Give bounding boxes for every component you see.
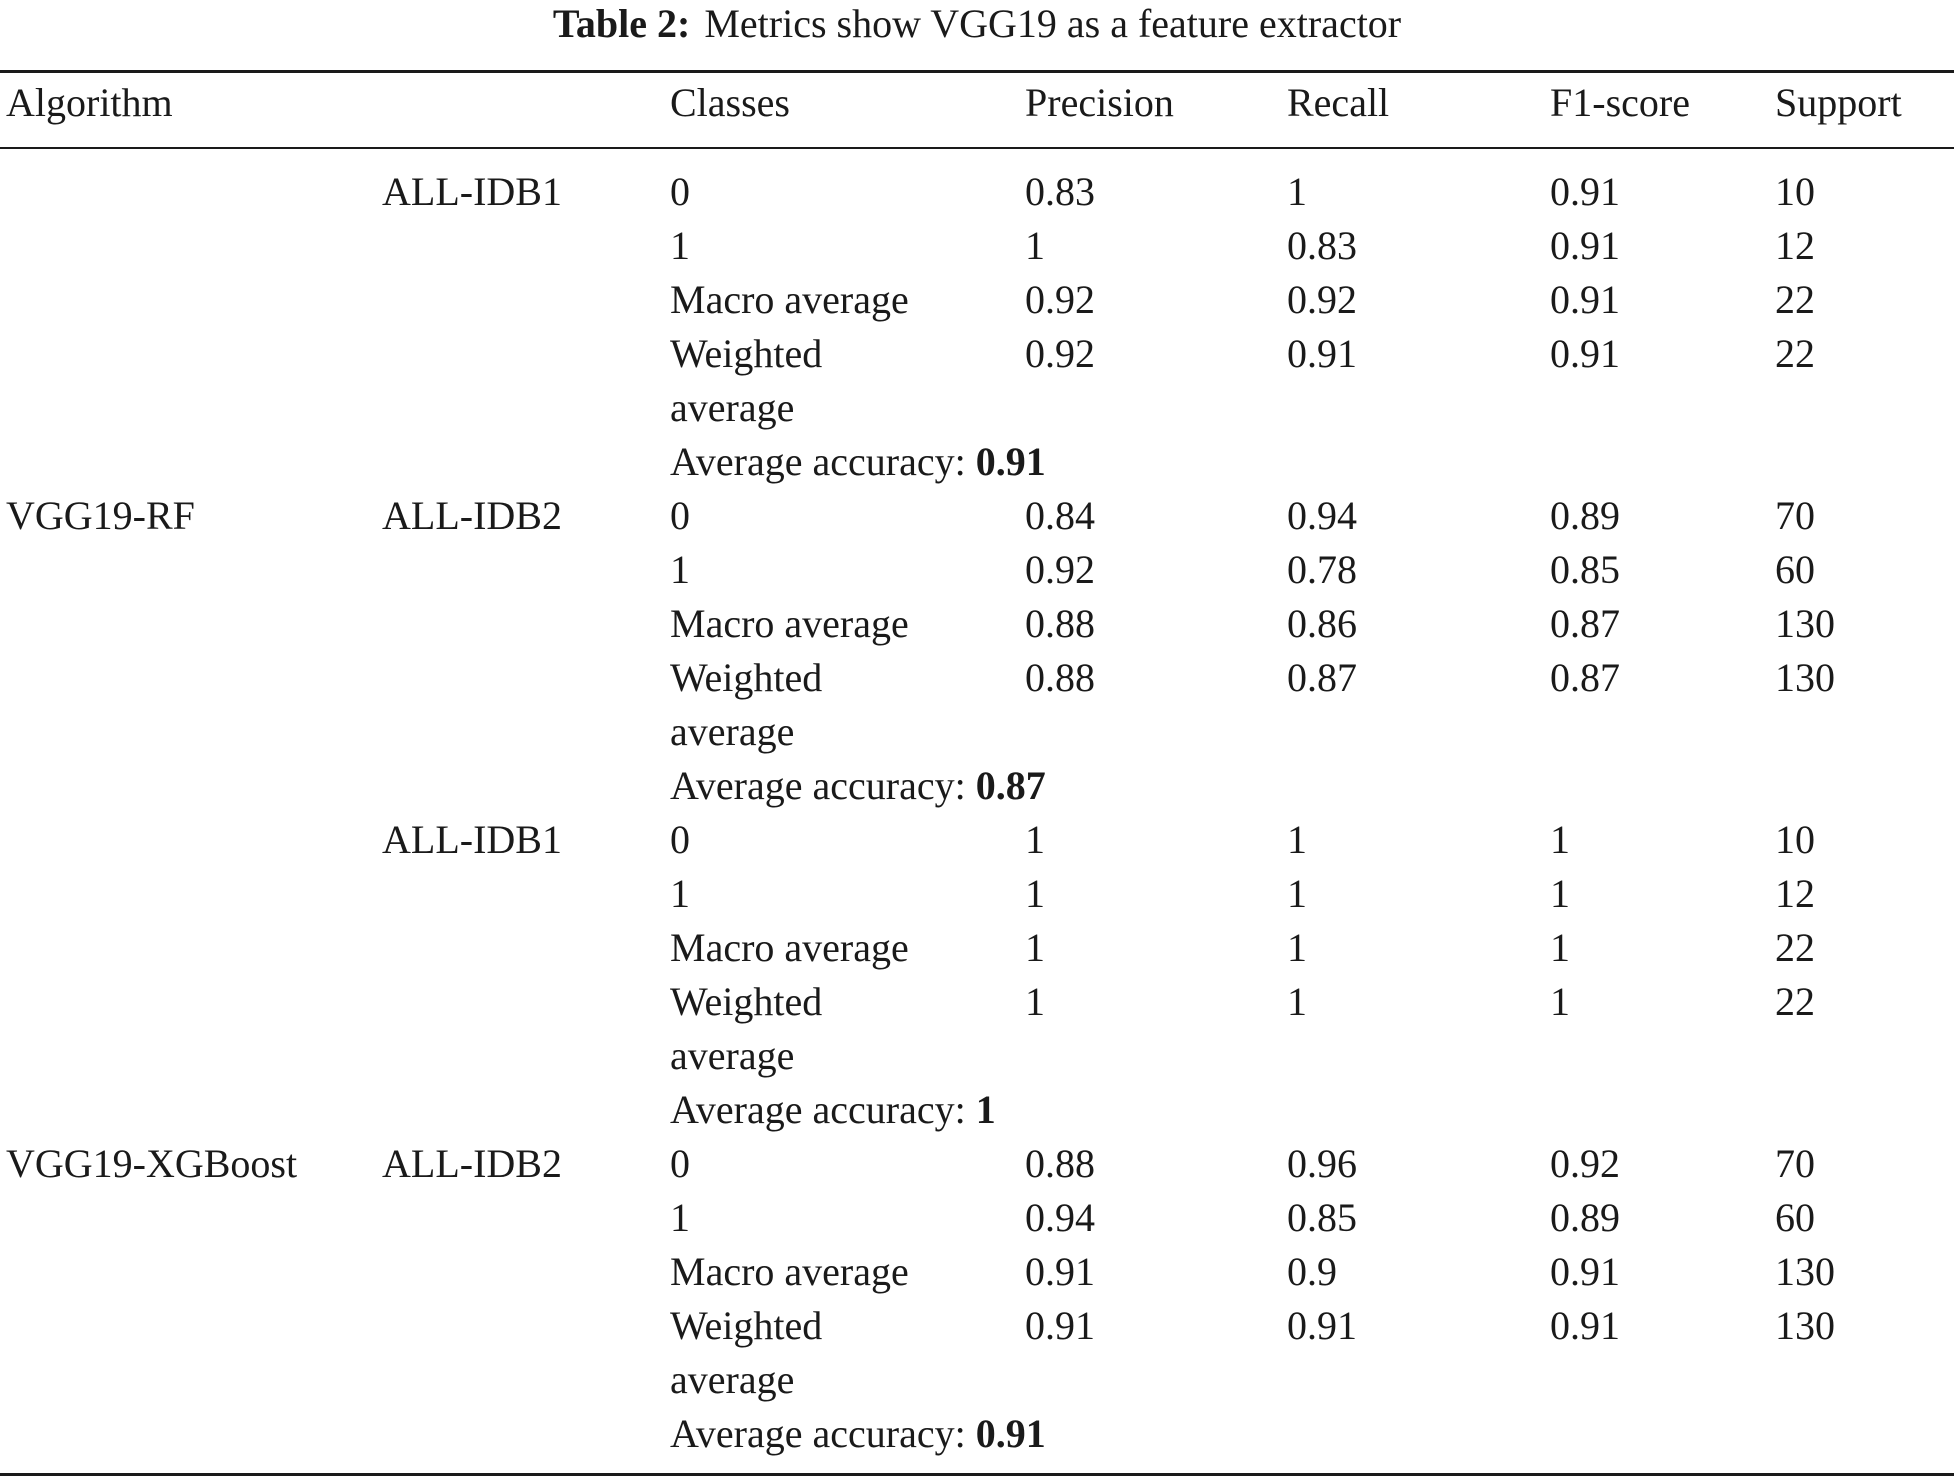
cell-support: 130	[1775, 1249, 1835, 1294]
cell-recall: 0.91	[1287, 1303, 1357, 1348]
cell-f1-score: 1	[1550, 979, 1570, 1024]
cell-f1-score: 0.89	[1550, 1195, 1620, 1240]
cell-f1-score: 0.87	[1550, 655, 1620, 700]
top-rule	[0, 70, 1954, 73]
dataset-label: ALL-IDB2	[382, 493, 562, 538]
cell-recall: 0.96	[1287, 1141, 1357, 1186]
average-accuracy-value: 0.91	[975, 1411, 1046, 1456]
cell-recall: 1	[1287, 817, 1307, 862]
cell-recall: 0.86	[1287, 601, 1357, 646]
class-label: 0	[670, 817, 690, 862]
header-classes: Classes	[670, 80, 790, 125]
cell-recall: 0.78	[1287, 547, 1357, 592]
cell-support: 130	[1775, 1303, 1835, 1348]
header-algorithm: Algorithm	[6, 80, 173, 125]
class-label-continued: average	[670, 1357, 795, 1402]
cell-recall: 1	[1287, 169, 1307, 214]
cell-precision: 0.84	[1025, 493, 1095, 538]
table-caption	[0, 0, 1954, 48]
cell-f1-score: 0.92	[1550, 1141, 1620, 1186]
cell-precision: 1	[1025, 871, 1045, 916]
cell-support: 10	[1775, 817, 1815, 862]
cell-recall: 0.92	[1287, 277, 1357, 322]
cell-precision: 0.88	[1025, 601, 1095, 646]
class-label-continued: average	[670, 709, 795, 754]
cell-support: 60	[1775, 1195, 1815, 1240]
class-label: 0	[670, 169, 690, 214]
dataset-label: ALL-IDB1	[382, 817, 562, 862]
cell-precision: 0.83	[1025, 169, 1095, 214]
cell-support: 22	[1775, 979, 1815, 1024]
cell-recall: 0.85	[1287, 1195, 1357, 1240]
average-accuracy-label: Average accuracy:	[670, 763, 966, 808]
class-label: Weighted	[670, 1303, 823, 1348]
average-accuracy	[670, 1407, 1046, 1461]
class-label: 1	[670, 547, 690, 592]
algorithm-label: VGG19-RF	[6, 493, 195, 538]
class-label: Weighted	[670, 331, 823, 376]
cell-support: 60	[1775, 547, 1815, 592]
cell-recall: 0.94	[1287, 493, 1357, 538]
average-accuracy-label: Average accuracy:	[670, 439, 966, 484]
dataset-label: ALL-IDB2	[382, 1141, 562, 1186]
cell-precision: 0.92	[1025, 331, 1095, 376]
class-label: 1	[670, 1195, 690, 1240]
cell-precision: 0.91	[1025, 1303, 1095, 1348]
bottom-rule	[0, 1473, 1954, 1476]
class-label: 1	[670, 223, 690, 268]
class-label: Macro average	[670, 601, 909, 646]
average-accuracy-value: 0.87	[975, 763, 1046, 808]
cell-precision: 0.91	[1025, 1249, 1095, 1294]
cell-recall: 1	[1287, 871, 1307, 916]
cell-support: 10	[1775, 169, 1815, 214]
cell-f1-score: 0.91	[1550, 1303, 1620, 1348]
cell-precision: 0.92	[1025, 277, 1095, 322]
class-label: Weighted	[670, 655, 823, 700]
average-accuracy	[670, 1083, 996, 1137]
header-rule	[0, 147, 1954, 149]
cell-support: 130	[1775, 655, 1835, 700]
cell-support: 70	[1775, 1141, 1815, 1186]
cell-recall: 1	[1287, 925, 1307, 970]
cell-precision: 0.88	[1025, 1141, 1095, 1186]
class-label: Macro average	[670, 277, 909, 322]
cell-precision: 0.94	[1025, 1195, 1095, 1240]
cell-recall: 1	[1287, 979, 1307, 1024]
class-label-continued: average	[670, 1033, 795, 1078]
class-label-continued: average	[670, 385, 795, 430]
class-label: 0	[670, 1141, 690, 1186]
cell-f1-score: 0.89	[1550, 493, 1620, 538]
average-accuracy	[670, 435, 1046, 489]
algorithm-label: VGG19-XGBoost	[6, 1141, 298, 1186]
cell-f1-score: 0.91	[1550, 169, 1620, 214]
caption-label: Table 2:	[552, 1, 691, 46]
cell-support: 22	[1775, 277, 1815, 322]
cell-f1-score: 0.91	[1550, 1249, 1620, 1294]
cell-precision: 0.88	[1025, 655, 1095, 700]
cell-precision: 1	[1025, 223, 1045, 268]
cell-recall: 0.83	[1287, 223, 1357, 268]
class-label: 1	[670, 871, 690, 916]
cell-f1-score: 1	[1550, 925, 1570, 970]
cell-precision: 0.92	[1025, 547, 1095, 592]
average-accuracy-label: Average accuracy:	[670, 1087, 966, 1132]
cell-f1-score: 0.85	[1550, 547, 1620, 592]
cell-f1-score: 1	[1550, 871, 1570, 916]
cell-precision: 1	[1025, 979, 1045, 1024]
cell-support: 130	[1775, 601, 1835, 646]
header-f1-score: F1-score	[1550, 80, 1690, 125]
cell-recall: 0.91	[1287, 331, 1357, 376]
caption-text: Metrics show VGG19 as a feature extractor	[704, 1, 1402, 46]
cell-support: 12	[1775, 223, 1815, 268]
class-label: 0	[670, 493, 690, 538]
header-precision: Precision	[1025, 80, 1174, 125]
average-accuracy	[670, 759, 1046, 813]
class-label: Macro average	[670, 1249, 909, 1294]
class-label: Macro average	[670, 925, 909, 970]
cell-precision: 1	[1025, 817, 1045, 862]
cell-recall: 0.9	[1287, 1249, 1337, 1294]
dataset-label: ALL-IDB1	[382, 169, 562, 214]
cell-support: 12	[1775, 871, 1815, 916]
cell-support: 70	[1775, 493, 1815, 538]
class-label: Weighted	[670, 979, 823, 1024]
header-recall: Recall	[1287, 80, 1390, 125]
cell-f1-score: 0.91	[1550, 331, 1620, 376]
header-support: Support	[1775, 80, 1902, 125]
average-accuracy-value: 0.91	[975, 439, 1046, 484]
cell-f1-score: 0.87	[1550, 601, 1620, 646]
average-accuracy-label: Average accuracy:	[670, 1411, 966, 1456]
cell-f1-score: 0.91	[1550, 223, 1620, 268]
cell-recall: 0.87	[1287, 655, 1357, 700]
cell-f1-score: 0.91	[1550, 277, 1620, 322]
average-accuracy-value: 1	[975, 1087, 996, 1132]
cell-precision: 1	[1025, 925, 1045, 970]
cell-support: 22	[1775, 925, 1815, 970]
cell-support: 22	[1775, 331, 1815, 376]
cell-f1-score: 1	[1550, 817, 1570, 862]
